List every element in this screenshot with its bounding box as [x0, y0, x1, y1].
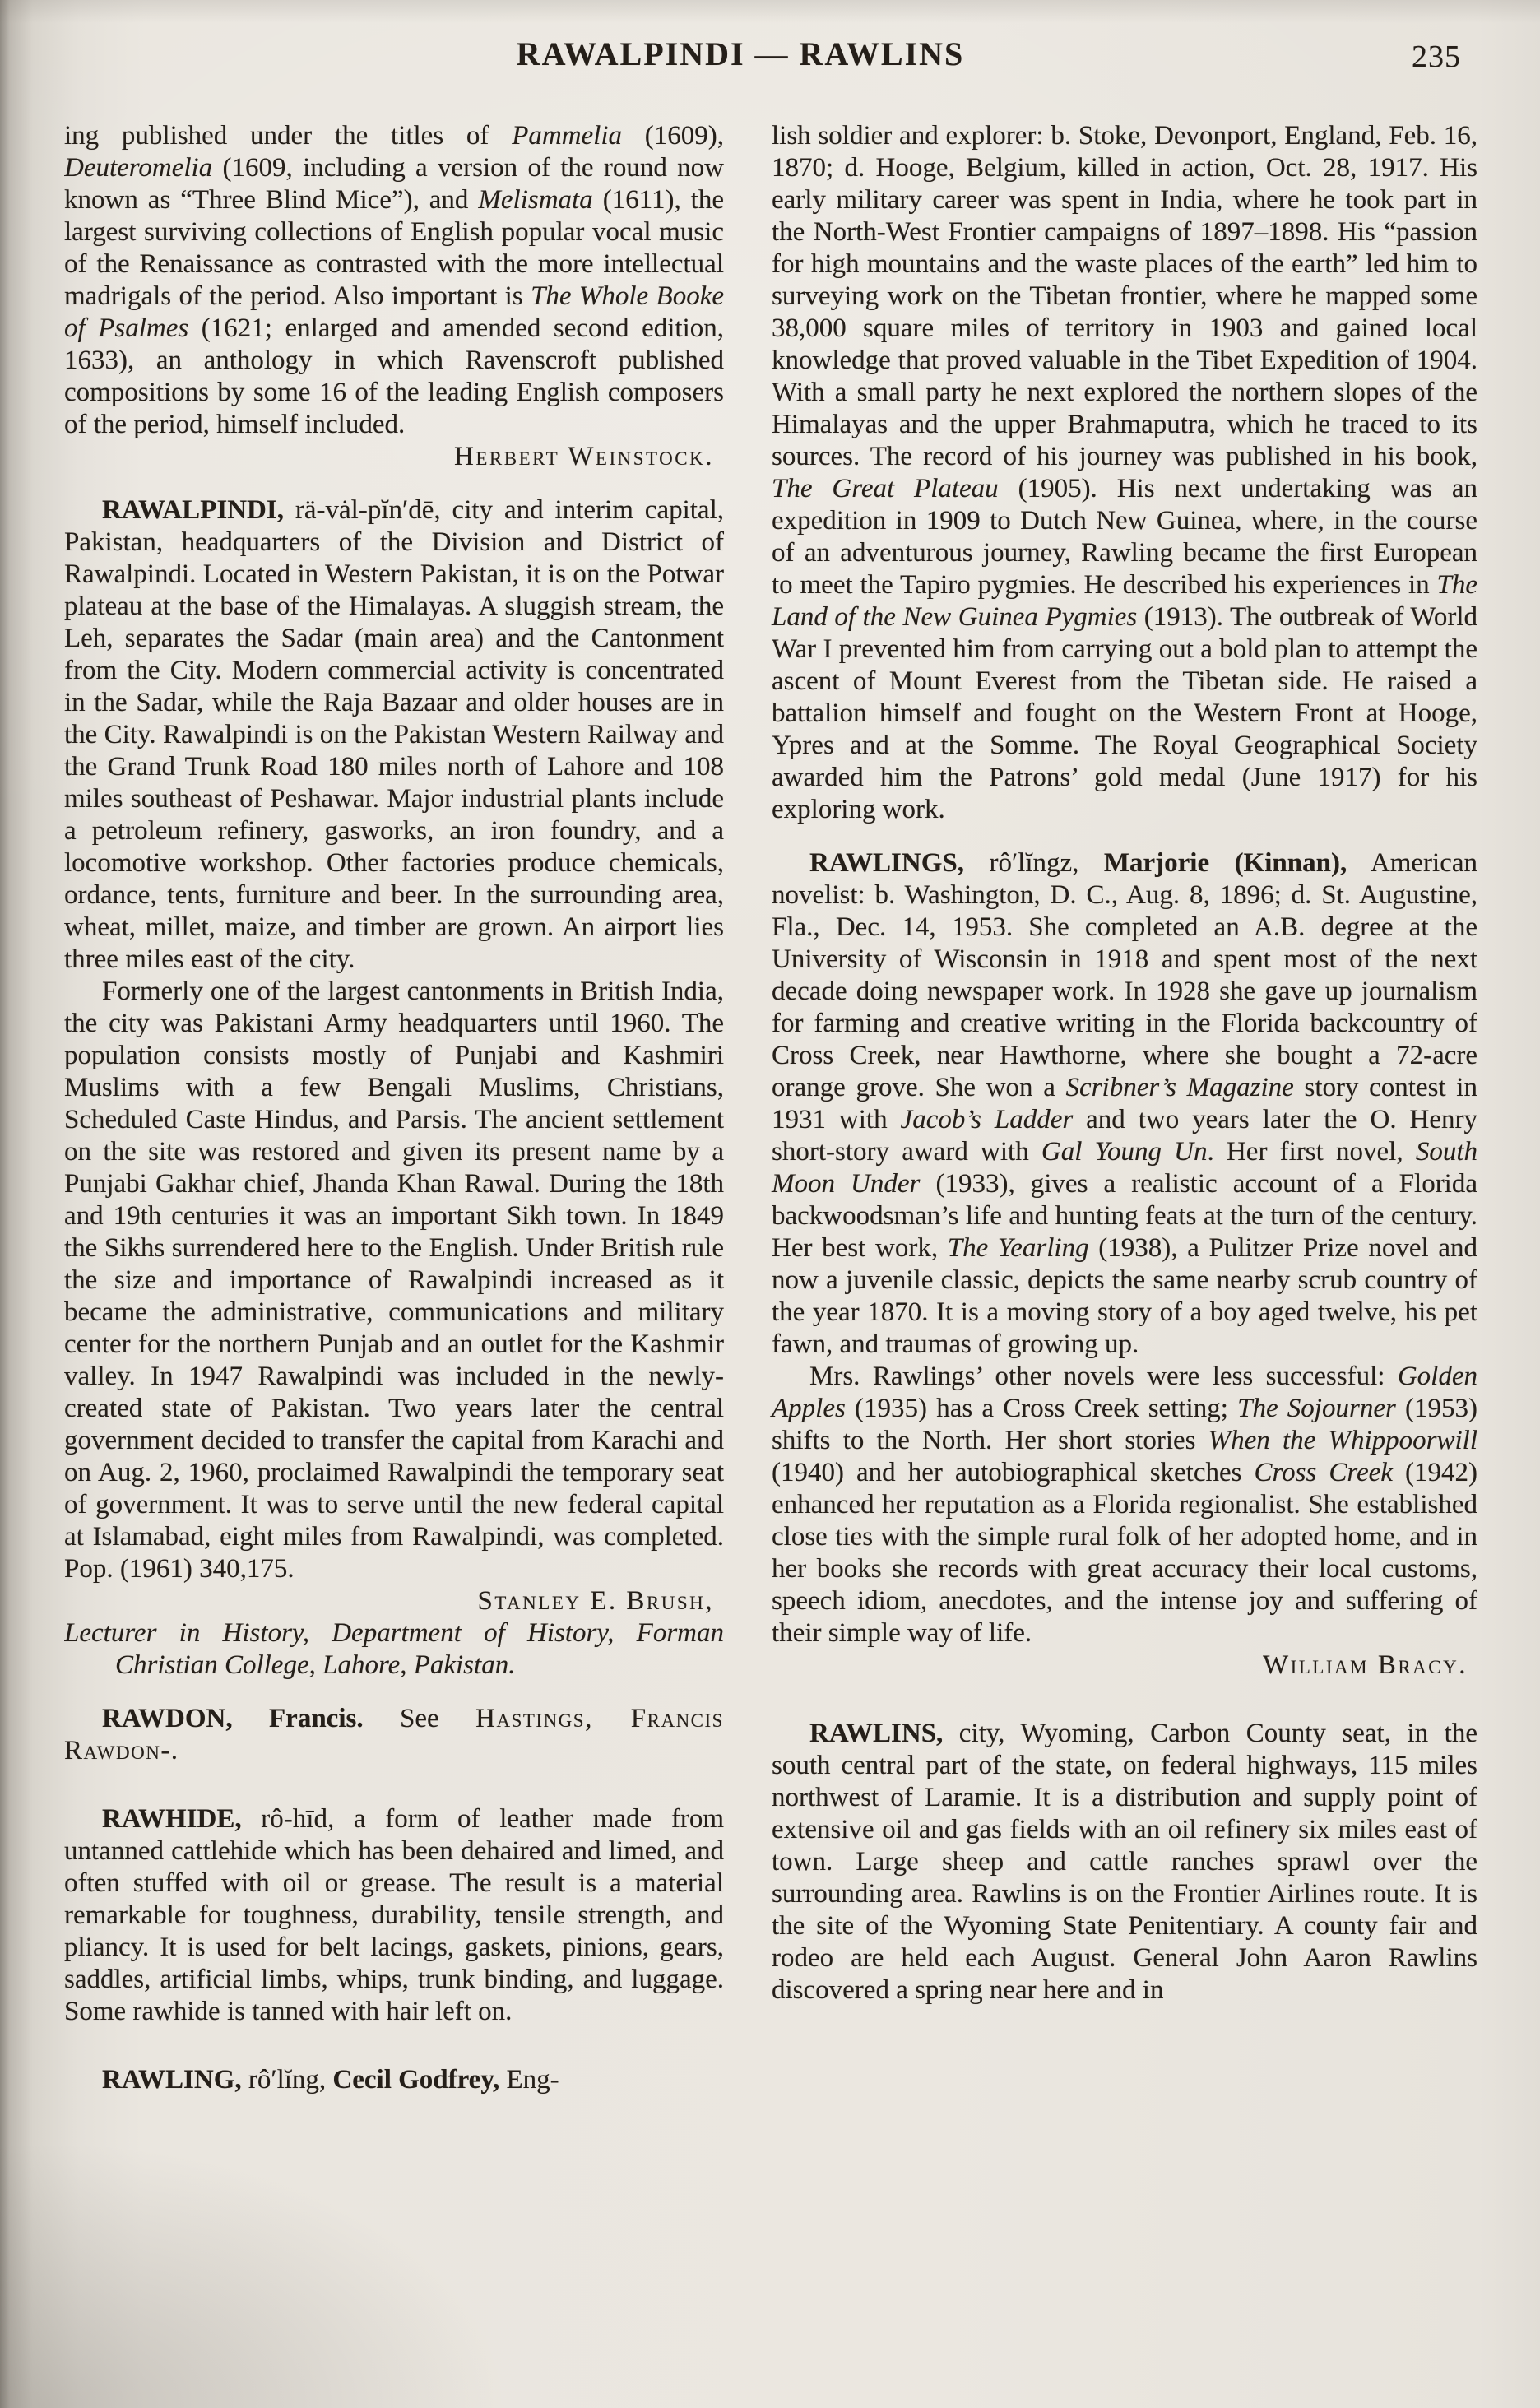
text-block [64, 120, 1477, 2408]
text-run: (1611), the largest surviving collections of English popular vocal music of the Renaissance as contrasted with the more intellectual madrigals of the period. Also important is [64, 185, 724, 311]
text-run: (1609, including a version of the round now known as “Three Blind Mice”), and [64, 153, 724, 215]
entry-rawling-headword [64, 2064, 724, 2096]
text-run: city, Wyoming, Carbon County seat, in the south central part of the state, on federal highways, 115 miles northwest of Laramie. It is a distribution and supply point of extensive oil and gas fields with an oil refinery six miles east of town. Large sheep and cattle ranches sprawl over the surrounding area. Rawlins is on the Frontier Airlines route. It is the site of the Wyoming State Penitentiary. A county fair and rodeo are held each August. General John Aaron Rawlins discovered a spring near here and in [772, 1719, 1477, 2005]
text-run-i: The Yearling [947, 1233, 1089, 1263]
text-run-i: When the Whippoorwill [1208, 1426, 1477, 1455]
text-run-b: RAWLINGS, [809, 848, 964, 878]
text-run-b: RAWALPINDI, [102, 495, 284, 525]
text-run-i: The Great Plateau [772, 474, 999, 503]
text-run-sc: Hastings, Francis Rawdon-. [64, 1704, 724, 1765]
text-run-i: The Land of the New Guinea Pygmies [772, 570, 1477, 632]
text-run-sc: Stanley E. Brush, [477, 1586, 714, 1616]
text-run: (1621; enlarged and amended second edition, 1633), an anthology in which Ravenscroft published compositions by some 16 of the leading English composers of the period, himself included. [64, 313, 724, 439]
text-run-sc: William Bracy. [1262, 1650, 1468, 1680]
entry-rawling-continuation [772, 120, 1477, 826]
text-run: rô′lĭngz, [963, 848, 1104, 878]
text-run-b: RAWDON, Francis. [102, 1704, 364, 1733]
signature-stanley-e-brush [64, 1585, 724, 1617]
text-run: ing published under the titles of [64, 121, 513, 151]
affiliation-stanley-e-brush [64, 1617, 724, 1682]
text-run-i: Pammelia [512, 121, 622, 151]
text-run-i: Scribner’s Magazine [1065, 1073, 1294, 1102]
text-run-sc: Herbert Weinstock. [454, 442, 714, 471]
text-run-i: The Whole Booke of Psalmes [64, 281, 724, 343]
text-run: (1913). The outbreak of World War I prevented him from carrying out a bold plan to attempt the ascent of Mount Everest from the Tibetan side. He raised a battalion himself and fought on the Western Front at Hooge, Ypres and at the Somme. The Royal Geographical Society awarded him the Patrons’ gold medal (June 1917) for his exploring work. [772, 602, 1477, 824]
text-run-b: Cecil Godfrey, [332, 2065, 500, 2095]
entry-rawlings-paragraph-2 [772, 1361, 1477, 1649]
text-run: story contest in 1931 with [772, 1073, 1477, 1134]
left-column [64, 120, 724, 2408]
text-run: See [363, 1704, 476, 1733]
text-run: lish soldier and explorer: b. Stoke, Devonport, England, Feb. 16, 1870; d. Hooge, Belgium, killed in action, Oct. 28, 1917. His early military career was spent in India, where he took part in the North-West Frontier campaigns of 1897–1898. His “passion for high mountains and the waste places of the earth” led him to surveying work on the Tibetan frontier, where he mapped some 38,000 square miles of territory in 1903 and gained local knowledge that proved valuable in the Tibet Expedition of 1904. With a small party he next explored the northern slopes of the Himalayas and the upper Brahmaputra, which he traced to its sources. The record of his journey was published in his book, [772, 121, 1477, 471]
running-head [0, 35, 1481, 73]
text-run-b: RAWLING, [102, 2065, 242, 2095]
text-run-i: Jacob’s Ladder [900, 1105, 1074, 1134]
text-run-i: Deuteromelia [64, 153, 213, 183]
entry-rawhide [64, 1803, 724, 2028]
text-run: (1953) shifts to the North. Her short stories [772, 1394, 1477, 1455]
text-run: (1905). His next undertaking was an expedition in 1909 to Dutch New Guinea, where, in the course of an adventurous journey, Rawling became the first European to meet the Tapiro pygmies. He described his experiences in [772, 474, 1477, 600]
signature-william-bracy [772, 1649, 1477, 1682]
text-run-i: The Sojourner [1237, 1394, 1396, 1423]
text-run: Mrs. Rawlings’ other novels were less successful: [809, 1362, 1398, 1391]
text-run-i: Cross Creek [1254, 1458, 1393, 1487]
text-run: Formerly one of the largest cantonments in British India, the city was Pakistani Army headquarters until 1960. The population consists mostly of Punjabi and Kashmiri Muslims with a few Bengali Muslims, Christians, Scheduled Caste Hindus, and Parsis. The ancient settlement on the site was restored and given its present name by a Punjabi Gakhar chief, Jhanda Khan Rawal. During the 18th and 19th centuries it was an important Sikh town. In 1849 the Sikhs surrendered here to the English. Under British rule the size and importance of Rawalpindi increased as it became the administrative, communications and military center for the northern Punjab and an outlet for the Kashmir valley. In 1947 Rawalpindi was included in the newly-created state of Pakistan. Two years later the central government decided to transfer the capital from Karachi and on Aug. 2, 1960, proclaimed Rawalpindi the temporary seat of government. It was to serve until the new federal capital at Islamabad, eight miles from Rawalpindi, was completed. Pop. (1961) 340,175. [64, 977, 724, 1584]
text-run: (1940) and her autobiographical sketches [772, 1458, 1255, 1487]
running-head-title: RAWALPINDI — RAWLINS [516, 35, 965, 72]
text-run: (1933), gives a realistic account of a Florida backwoodsman’s life and hunting feats at the turn of the century. Her best work, [772, 1169, 1477, 1263]
entry-rawalpindi-paragraph-2 [64, 976, 724, 1585]
text-run: (1609), [622, 121, 724, 151]
signature-herbert-weinstock [64, 441, 724, 473]
text-run: American novelist: b. Washington, D. C., Aug. 8, 1896; d. St. Augustine, Fla., Dec. 14, 1953. She completed an A.B. degree at the University of Wisconsin in 1918 and spent most of the next decade doing newspaper work. In 1928 she gave up journalism for farming and creative writing in the Florida backcountry of Cross Creek, near Hawthorne, where she bought a 72-acre orange grove. She won a [772, 848, 1477, 1102]
text-run: . Her first novel, [1207, 1137, 1416, 1167]
entry-rawalpindi-paragraph-1 [64, 494, 724, 976]
text-run: and two years later the O. Henry short-story award with [772, 1105, 1477, 1167]
text-run: Eng- [499, 2065, 559, 2095]
text-run: (1942) enhanced her reputation as a Florida regionalist. She established close ties with the simple rural folk of her adopted home, and in her books she records with great accuracy their local customs, speech idiom, anecdotes, and the intense joy and suffering of their simple way of life. [772, 1458, 1477, 1648]
text-run: rô-hīd, a form of leather made from untanned cattlehide which has been dehaired and limed, and often stuffed with oil or grease. The result is a material remarkable for toughness, durability, tensile strength, and pliancy. It is used for belt lacings, gaskets, pinions, gears, saddles, artificial limbs, whips, trunk binding, and luggage. Some rawhide is tanned with hair left on. [64, 1804, 724, 2026]
text-run: rô′lĭng, [241, 2065, 333, 2095]
entry-rawlings-paragraph-1 [772, 847, 1477, 1361]
entry-rawdon [64, 1703, 724, 1767]
text-run: rä-vȧl-pĭn′dē, city and interim capital, Pakistan, headquarters of the Division and District of Rawalpindi. Located in Western Pakistan, it is on the Potwar plateau at the base of the Himalayas. A sluggish stream, the Leh, separates the Sadar (main area) and the Cantonment from the City. Modern commercial activity is concentrated in the Sadar, while the Raja Bazaar and older houses are in the City. Rawalpindi is on the Pakistan Western Railway and the Grand Trunk Road 180 miles north of Lahore and 108 miles southeast of Peshawar. Major industrial plants include a petroleum refinery, gasworks, an iron foundry, and a locomotive workshop. Other factories produce chemicals, ordance, tents, furniture and beer. In the surrounding area, wheat, millet, maize, and timber are grown. An airport lies three miles east of the city. [64, 495, 724, 974]
text-run-i: Melismata [478, 185, 593, 215]
text-run-i: Gal Young Un [1041, 1137, 1208, 1167]
ravenscroft-continuation-paragraph [64, 120, 724, 441]
right-column [772, 120, 1477, 2408]
text-run-b: RAWHIDE, [102, 1804, 242, 1834]
entry-rawlins [772, 1718, 1477, 2007]
text-run-b: Marjorie (Kinnan), [1103, 848, 1348, 878]
text-run-i: South Moon Under [772, 1137, 1477, 1199]
text-run: (1935) has a Cross Creek setting; [845, 1394, 1238, 1423]
page-number: 235 [1412, 39, 1461, 74]
text-run: Lecturer in History, Department of History, Forman Christian College, Lahore, Pakistan. [64, 1618, 724, 1680]
text-run-b: RAWLINS, [809, 1719, 944, 1748]
text-run: (1938), a Pulitzer Prize novel and now a juvenile classic, depicts the same nearby scrub country of the year 1870. It is a moving story of a boy aged twelve, his pet fawn, and traumas of growing up. [772, 1233, 1477, 1359]
text-run-i: Golden Apples [772, 1362, 1477, 1423]
